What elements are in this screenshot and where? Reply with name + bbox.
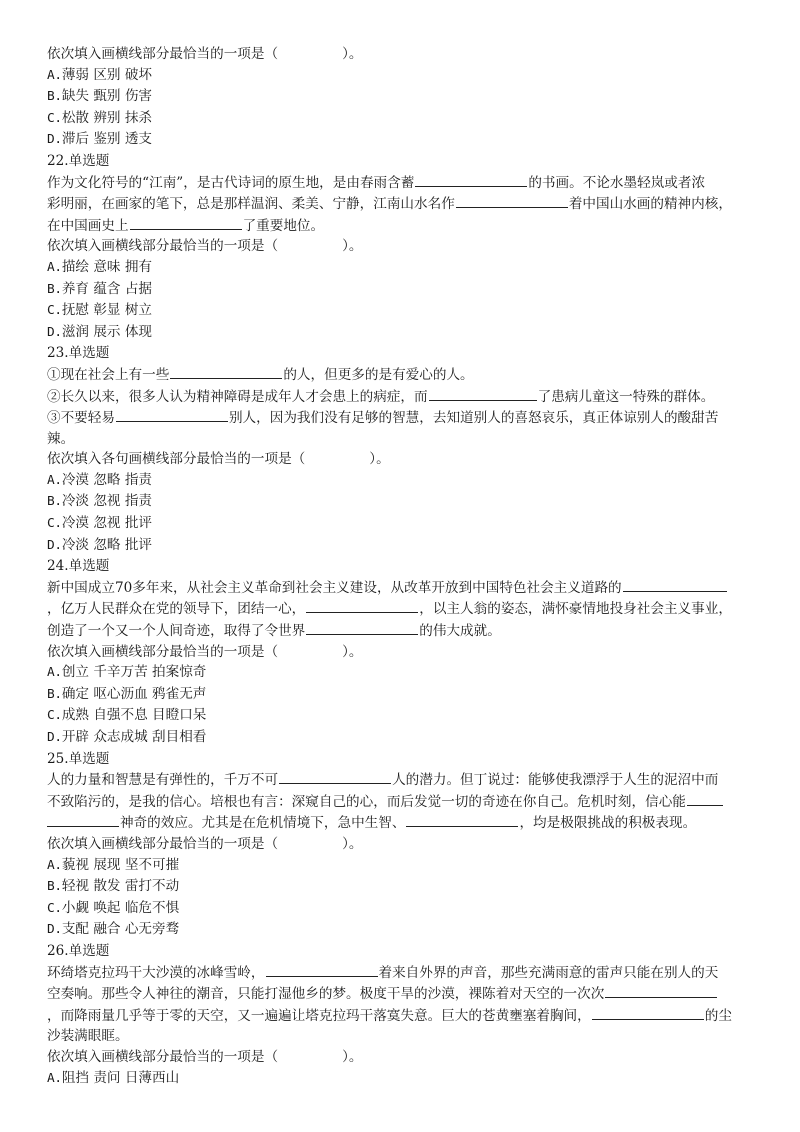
option-letter: A.: [47, 1070, 62, 1086]
passage-text: 辣。: [47, 430, 75, 447]
passage-text: 沙装满眼眶。: [47, 1028, 129, 1045]
option[interactable]: [47, 898, 763, 920]
option-text: 小觑 唤起 临危不惧: [61, 899, 180, 916]
option[interactable]: [47, 705, 763, 727]
passage-text: ①现在社会上有一些: [47, 366, 170, 383]
answer-blank[interactable]: [170, 364, 282, 379]
answer-blank[interactable]: [116, 407, 228, 422]
option-text: 支配 融合 心无旁骛: [61, 921, 180, 938]
passage-line: [47, 577, 763, 599]
option[interactable]: [47, 129, 763, 151]
option-letter: B.: [47, 281, 62, 297]
passage-text: 新中国成立70多年来，从社会主义革命到社会主义建设，从改革开放到中国特色社会主义道路的: [47, 579, 622, 596]
option-letter: C.: [47, 900, 62, 916]
answer-blank[interactable]: [266, 962, 378, 977]
option-text: 养育 蕴含 占据: [61, 280, 153, 297]
stem-close: ）。: [369, 451, 390, 468]
stem-close: ）。: [342, 835, 363, 852]
passage-text: 作为文化符号的“江南”，是古代诗词的原生地，是由春雨含蓄: [47, 174, 415, 191]
passage-text: 人的力量和智慧是有弹性的，千万不可: [47, 772, 279, 789]
option-text: 抚慰 彰显 树立: [61, 302, 153, 319]
option[interactable]: [47, 86, 763, 108]
option-text: 冷淡 忽视 指责: [61, 493, 153, 510]
option[interactable]: [47, 491, 763, 513]
question-header: 22.单选题: [47, 152, 110, 169]
option[interactable]: [47, 727, 763, 749]
option-text: 创立 千辛万苦 拍案惊奇: [61, 664, 207, 681]
option-text: 轻视 散发 雷打不动: [61, 878, 180, 895]
passage-text: 彩明丽，在画家的笔下，总是那样温润、柔美、宁静，江南山水名作: [47, 196, 455, 213]
passage-text: ，而降雨量几乎等于零的天空，又一遍遍让塔克拉玛干落寞失意。巨大的苍黄壅塞着胸间，: [47, 1007, 591, 1024]
passage-text: 的人，但更多的是有爱心的人。: [283, 366, 474, 383]
answer-blank[interactable]: [605, 983, 717, 998]
answer-blank[interactable]: [456, 193, 568, 208]
passage-text: 创造了一个又一个人间奇迹，取得了令世界: [47, 623, 306, 640]
passage-text: 人的潜力。但丁说过：能够使我漂浮于人生的泥沼中而: [392, 772, 719, 789]
option-text: 滋润 展示 体现: [61, 323, 153, 340]
stem-text: 依次填入画横线部分最恰当的一项是（: [47, 643, 279, 660]
passage-text: ③不要轻易: [47, 410, 115, 427]
answer-blank[interactable]: [415, 172, 527, 187]
passage-line: [47, 598, 763, 620]
option[interactable]: [47, 470, 763, 492]
passage-text: 别人，因为我们没有足够的智慧，去知道别人的喜怒哀乐，真正体谅别人的酸甜苦: [228, 410, 719, 427]
option[interactable]: [47, 876, 763, 898]
option-text: 冷漠 忽视 批评: [61, 515, 153, 532]
sentence-line: [47, 386, 763, 408]
passage-text: 不致陷污的，是我的信心。培根也有言：深窥自己的心，而后发觉一切的奇迹在你自己。危机时刻，信心能: [47, 793, 686, 810]
option-text: 松散 辨别 抹杀: [61, 109, 153, 126]
option-letter: D.: [47, 132, 62, 148]
sentence-line: [47, 364, 763, 386]
option-letter: B.: [47, 686, 62, 702]
option[interactable]: [47, 108, 763, 130]
option-text: 缺失 甄别 伤害: [61, 88, 153, 105]
passage-line: [47, 620, 763, 642]
stem-close: ）。: [342, 1048, 363, 1065]
passage-line: [47, 1026, 763, 1047]
passage-line: [47, 962, 763, 984]
stem-close: ）。: [342, 643, 363, 660]
option-letter: B.: [47, 879, 62, 895]
question-stem: [47, 642, 763, 663]
option[interactable]: [47, 513, 763, 535]
answer-blank[interactable]: [592, 1005, 704, 1020]
answer-blank[interactable]: [687, 791, 723, 806]
answer-blank[interactable]: [429, 386, 537, 401]
option-letter: D.: [47, 922, 62, 938]
passage-line: [47, 812, 763, 834]
option[interactable]: [47, 322, 763, 344]
option-letter: C.: [47, 303, 62, 319]
passage-text: 的尘: [704, 1007, 732, 1024]
passage-line: [47, 215, 763, 237]
option-letter: A.: [47, 259, 62, 275]
passage-text: ②长久以来，很多人认为精神障碍是成年人才会患上的病症，而: [47, 388, 428, 405]
option[interactable]: [47, 257, 763, 279]
stem-text: 依次填入画横线部分最恰当的一项是（: [47, 46, 279, 62]
question-stem: [47, 1047, 763, 1068]
stem-text: 依次填入画横线部分最恰当的一项是（: [47, 1048, 279, 1065]
answer-blank[interactable]: [306, 620, 418, 635]
answer-blank[interactable]: [623, 577, 727, 592]
option-letter: A.: [47, 67, 62, 83]
option-letter: A.: [47, 665, 62, 681]
option-letter: D.: [47, 730, 62, 745]
option-letter: D.: [47, 324, 62, 340]
stem-close: ）。: [342, 46, 363, 62]
passage-line: [47, 172, 763, 194]
question-stem: [47, 449, 763, 470]
passage-line: [47, 193, 763, 215]
option-letter: C.: [47, 110, 62, 126]
passage-text: ，亿万人民群众在党的领导下，团结一心，: [47, 601, 306, 618]
passage-text: 的书画。不论水墨轻岚或者浓: [528, 174, 706, 191]
option[interactable]: [47, 279, 763, 301]
passage-text: ，以主人翁的姿态，满怀豪情地投身社会主义事业，: [419, 601, 732, 618]
sentence-line: [47, 429, 763, 450]
answer-blank[interactable]: [279, 769, 391, 784]
option-text: 薄弱 区别 破坏: [61, 66, 153, 83]
question-stem: [47, 44, 763, 65]
option-text: 滞后 鉴别 透支: [61, 131, 153, 148]
option-text: 藐视 展现 坚不可摧: [61, 856, 180, 873]
stem-close: ）。: [342, 238, 363, 255]
answer-blank[interactable]: [130, 215, 242, 230]
option-text: 冷淡 忽略 批评: [61, 536, 153, 553]
option-letter: B.: [47, 494, 62, 510]
question-header: 26.单选题: [47, 942, 110, 959]
question-stem: [47, 834, 763, 855]
passage-text: 在中国画史上: [47, 217, 129, 234]
option-text: 开辟 众志成城 刮目相看: [61, 729, 207, 745]
question-header: 23.单选题: [47, 345, 110, 362]
option-letter: C.: [47, 516, 62, 532]
stem-text: 依次填入画横线部分最恰当的一项是（: [47, 238, 279, 255]
passage-text: 了重要地位。: [242, 217, 325, 234]
answer-blank[interactable]: [306, 598, 418, 613]
option[interactable]: [47, 300, 763, 322]
sentence-line: [47, 407, 763, 429]
answer-blank-continued[interactable]: [47, 812, 119, 827]
passage-line: [47, 983, 763, 1005]
option-letter: B.: [47, 89, 62, 105]
option-letter: A.: [47, 857, 62, 873]
option-letter: D.: [47, 537, 62, 553]
option[interactable]: [47, 535, 763, 557]
passage-text: 空奏响。那些令人神往的潮音，只能打湿他乡的梦。极度干旱的沙漠，裸陈着对天空的一次次: [47, 986, 605, 1003]
passage-text: 的伟大成就。: [419, 623, 501, 640]
option[interactable]: [47, 1068, 763, 1090]
option[interactable]: [47, 684, 763, 706]
option-text: 冷漠 忽略 指责: [61, 471, 153, 488]
question-header: 24.单选题: [47, 558, 110, 575]
passage-text: ，均是极限挑战的积极表现。: [519, 815, 697, 832]
passage-text: 着来自外界的声音，那些充满雨意的雷声只能在别人的天: [378, 964, 719, 981]
passage-text: 神奇的效应。尤其是在危机情境下，急中生智、: [120, 815, 406, 832]
answer-blank[interactable]: [406, 812, 518, 827]
stem-text: 依次填入各句画横线部分最恰当的一项是（: [47, 451, 306, 468]
option[interactable]: [47, 855, 763, 877]
passage-line: [47, 791, 763, 813]
passage-line: [47, 769, 763, 791]
question-header: 25.单选题: [47, 750, 110, 767]
option-text: 阻挡 责问 日薄西山: [61, 1069, 180, 1086]
option-letter: C.: [47, 708, 62, 724]
option[interactable]: [47, 65, 763, 87]
option-letter: A.: [47, 472, 62, 488]
passage-text: 环绮塔克拉玛干大沙漠的冰峰雪岭，: [47, 964, 265, 981]
passage-text: 了患病儿童这一特殊的群体。: [537, 388, 715, 405]
option[interactable]: [47, 662, 763, 684]
option-text: 描绘 意味 拥有: [61, 258, 153, 275]
stem-text: 依次填入画横线部分最恰当的一项是（: [47, 835, 279, 852]
passage-line: [47, 1005, 763, 1027]
exam-document: [47, 44, 763, 1089]
question-stem: [47, 236, 763, 257]
option[interactable]: [47, 919, 763, 941]
option-text: 成熟 自强不息 目瞪口呆: [61, 707, 207, 724]
option-text: 确定 呕心沥血 鸦雀无声: [61, 685, 207, 702]
passage-text: 着中国山水画的精神内核，: [568, 196, 732, 213]
